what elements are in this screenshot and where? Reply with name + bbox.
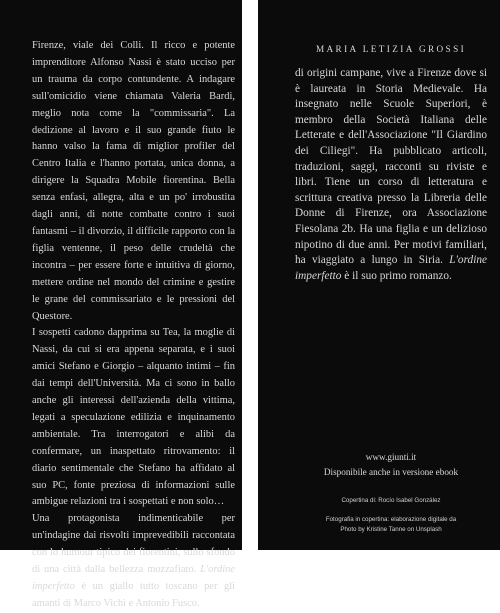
author-bio: [295, 66, 487, 284]
book-title: L'ordine imperfetto: [295, 254, 487, 282]
synopsis-paragraph-2: I sospetti cadono dapprima su Tea, la moglie di Nassi, da cui si era appena separata, e i suoi amici Stefano e Giorgio – alquanto intimi – fin dai tempi dell'Università. Ma ci sono in ballo anche gli interessi dell'azienda della vittima, legati a speculazione edilizia e inquinamento ambientale. Tra interrogatori e alibi da confermare, un inaspettato ritrovamento: il diario sentimentale che Stefano ha affidato al suo PC, fonte preziosa di informazioni sulle ambigue relazioni tra i sospettati e non solo…: [32, 327, 235, 508]
author-name: MARIA LETIZIA GROSSI: [315, 44, 467, 54]
cover-credit: Copertina di: Rocío Isabel González: [341, 497, 441, 504]
left-flap: [0, 0, 242, 609]
photo-credit: [295, 515, 487, 535]
photo-credit-line-1: Fotografia in copertina: elaborazione digitale da: [325, 516, 457, 523]
photo-credit-line-2: Photo by Kristine Tanne on Unsplash: [340, 525, 442, 533]
publisher-website[interactable]: www.giunti.it: [365, 452, 417, 462]
synopsis-paragraph-3: Una protagonista indimenticabile per un'indagine dai risvolti imprevedibili raccontata con lo humour tipico dei fiorentini, sullo sfondo di una città dalla bellezza mozzafiato. L'ordine imperfetto è un giallo tutto toscano per gli amanti di Marco Vichi e Antonio Fusco.: [32, 513, 235, 609]
right-flap: [258, 0, 500, 550]
synopsis: [32, 38, 235, 613]
book-title: L'ordine imperfetto: [32, 564, 235, 592]
synopsis-paragraph-1: Firenze, viale dei Colli. Il ricco e potente imprenditore Alfonso Nassi è stato ucciso per un trauma da corpo contundente. A indagare sull'omicidio viene chiamata Valeria Bardi, meglio nota come la "commissaria". La dedizione al lavoro e il suo grande fiuto le hanno valso la fama di miglior profiler del Centro Italia e l'hanno portata, unica donna, a dirigere la Squadra Mobile fiorentina. Bella senza enfasi, allegra, alta e un po' irrobustita dagli anni, di notte combatte contro i suoi fantasmi – il divorzio, il difficile rapporto con la figlia ventenne, il peso delle crudeltà che incontra – per essere forte e intuitiva di giorno, mettere ordine nel mondo del crimine e gestire le grane del commissariato e le pressioni del Questore.: [32, 40, 235, 322]
ebook-note: Disponibile anche in versione ebook: [323, 467, 459, 477]
author-bio-paragraph: di origini campane, vive a Firenze dove si è laureata in Storia Medievale. Ha insegnato nelle Scuole Superiori, è membro della Società Italiana delle Letterate e dell'Associazione "Il Giardino dei Ciliegi". Ha pubblicato articoli, traduzioni, saggi, racconti su riviste e libri. Tiene un corso di letteratura e scrittura creativa presso la Libreria delle Donne di Firenze, ora Associazione Fiesolana 2b. Ha una figlia e un delizioso nipotino di due anni. Per motivi familiari, ha viaggiato a lungo in Siria. L'ordine imperfetto è il suo primo romanzo.: [295, 67, 487, 282]
